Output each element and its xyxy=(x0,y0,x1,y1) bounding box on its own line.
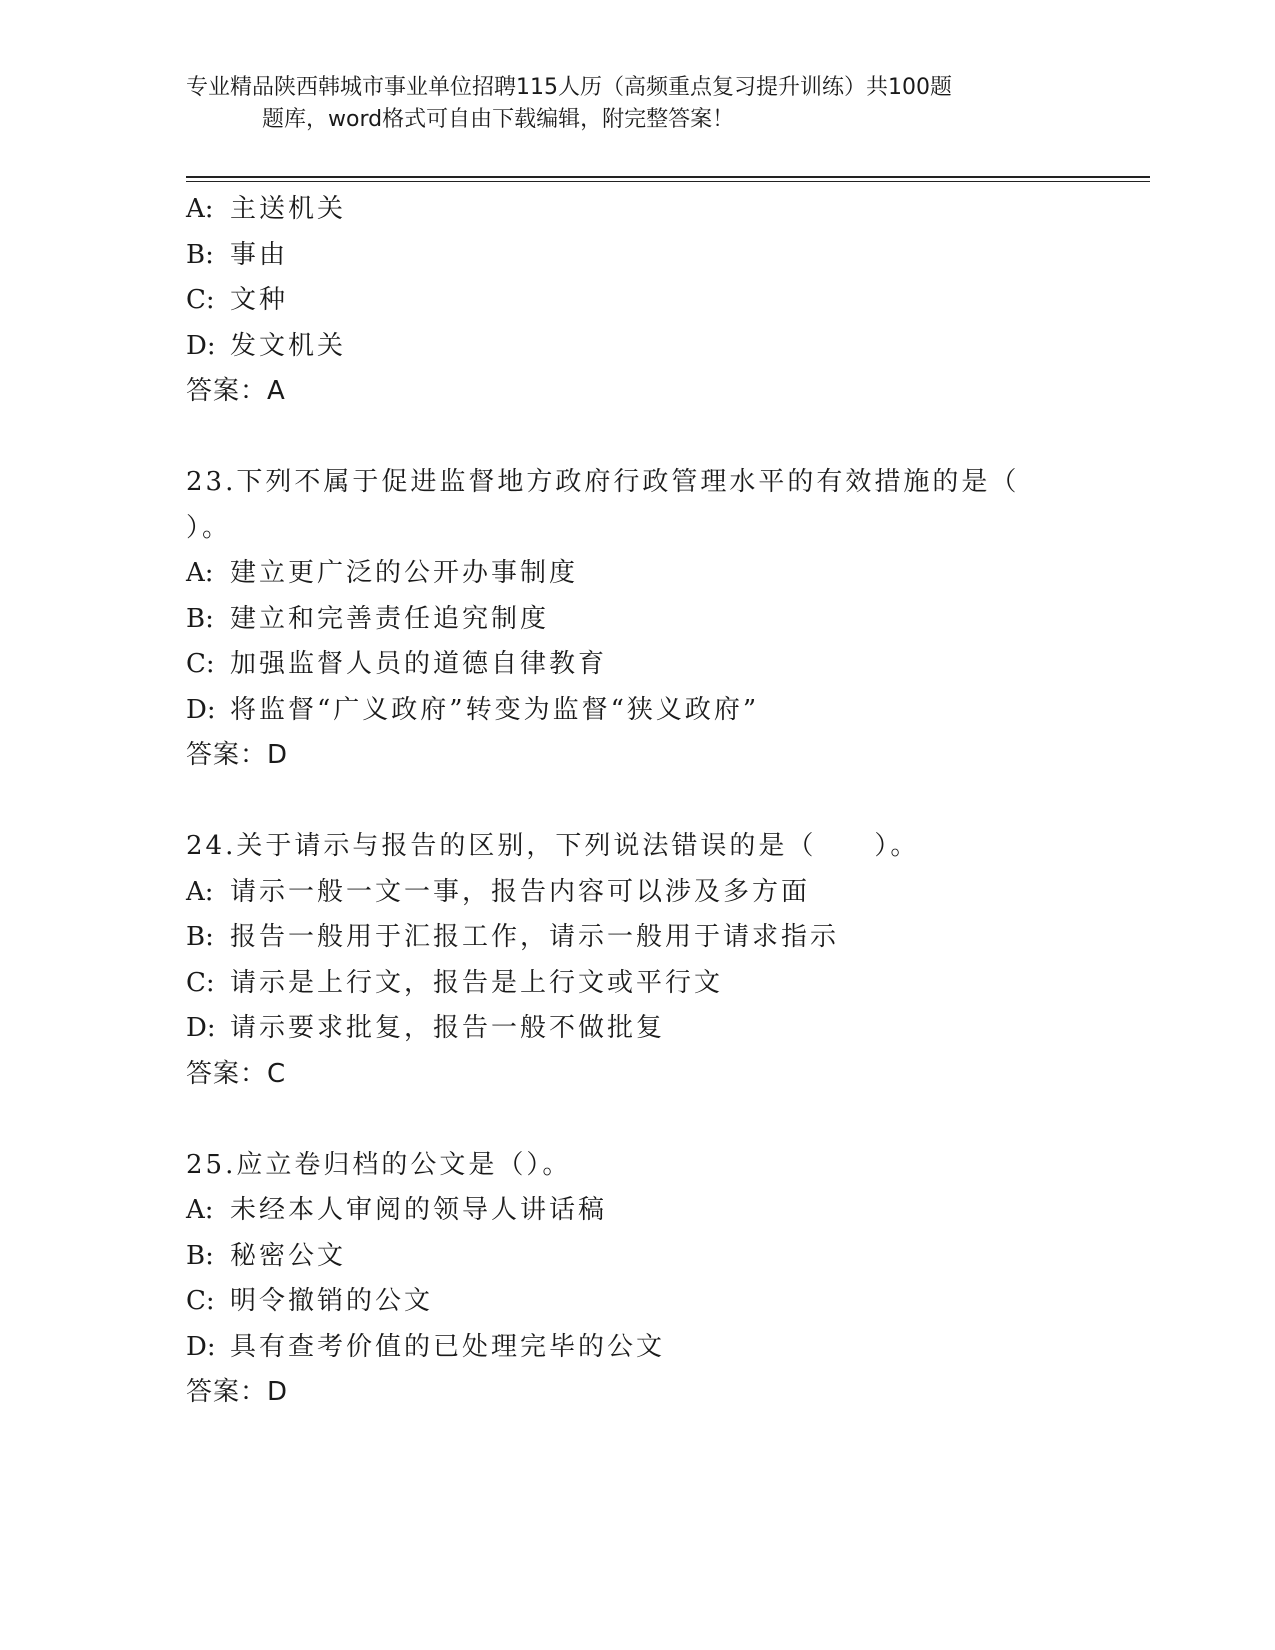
answer-line: 答案：A xyxy=(186,376,286,406)
header-title-line2: 题库，word格式可自由下载编辑，附完整答案！ xyxy=(262,107,735,132)
answer-line: 答案：C xyxy=(186,1058,287,1089)
option-text: 将监督“广义政府”转变为监督“狭义政府” xyxy=(230,694,760,725)
option-text: 发文机关 xyxy=(230,330,347,361)
option-b xyxy=(186,1234,1086,1280)
option-text: 未经本人审阅的领导人讲话稿 xyxy=(230,1195,608,1225)
question-25 xyxy=(186,1143,1086,1416)
option-text: 明令撤销的公文 xyxy=(230,1286,434,1316)
option-c xyxy=(186,278,1086,324)
answer-line: 答案：D xyxy=(186,740,289,770)
document-header xyxy=(186,72,1066,136)
option-a xyxy=(186,551,1086,597)
option-letter: D: xyxy=(186,694,216,725)
option-letter: D: xyxy=(186,1331,216,1362)
option-d xyxy=(186,324,1086,370)
option-letter: B: xyxy=(186,1240,214,1271)
option-letter: D: xyxy=(186,330,216,361)
option-text: 请示一般一文一事，报告内容可以涉及多方面 xyxy=(230,876,811,907)
option-text: 报告一般用于汇报工作，请示一般用于请求指示 xyxy=(230,922,840,952)
question-stem: 25.应立卷归档的公文是（）。 xyxy=(186,1149,572,1180)
option-letter: A: xyxy=(186,1195,214,1225)
option-text: 事由 xyxy=(230,239,289,270)
option-letter: A: xyxy=(186,876,214,907)
option-text: 具有查考价值的已处理完毕的公文 xyxy=(230,1331,666,1362)
option-text: 建立和完善责任追究制度 xyxy=(230,603,550,634)
option-letter: C: xyxy=(186,967,215,998)
question-22-continued xyxy=(186,187,1086,415)
question-stem: 23.下列不属于促进监督地方政府行政管理水平的有效措施的是（ xyxy=(186,467,1020,497)
question-content xyxy=(186,187,1086,1416)
answer-line: 答案：D xyxy=(186,1377,289,1407)
option-text: 秘密公文 xyxy=(230,1240,347,1271)
option-letter: C: xyxy=(186,1286,215,1316)
option-text: 请示要求批复，报告一般不做批复 xyxy=(230,1013,666,1043)
option-a xyxy=(186,870,1086,916)
option-letter: C: xyxy=(186,285,215,315)
option-b xyxy=(186,597,1086,643)
option-letter: A: xyxy=(186,194,214,224)
option-c xyxy=(186,961,1086,1007)
question-24 xyxy=(186,824,1086,1097)
option-letter: B: xyxy=(186,603,214,634)
option-letter: A: xyxy=(186,558,214,588)
header-divider xyxy=(186,176,1150,178)
option-b xyxy=(186,233,1086,279)
header-divider-thin xyxy=(186,181,1150,182)
question-stem: 24.关于请示与报告的区别，下列说法错误的是（ ）。 xyxy=(186,831,920,861)
option-b xyxy=(186,915,1086,961)
question-stem-continued: ）。 xyxy=(186,512,232,543)
option-text: 主送机关 xyxy=(230,194,347,224)
option-c xyxy=(186,642,1086,688)
option-d xyxy=(186,1325,1086,1371)
option-letter: D: xyxy=(186,1013,216,1043)
option-text: 文种 xyxy=(230,285,289,315)
option-a xyxy=(186,187,1086,233)
option-d xyxy=(186,688,1086,734)
option-d xyxy=(186,1006,1086,1052)
question-23 xyxy=(186,460,1086,779)
option-text: 加强监督人员的道德自律教育 xyxy=(230,649,608,679)
option-letter: B: xyxy=(186,922,214,952)
header-title-line1: 专业精品陕西韩城市事业单位招聘115人历（高频重点复习提升训练）共100题 xyxy=(186,75,952,100)
option-a xyxy=(186,1188,1086,1234)
option-letter: C: xyxy=(186,649,215,679)
option-letter: B: xyxy=(186,239,214,270)
option-text: 建立更广泛的公开办事制度 xyxy=(230,558,579,588)
option-text: 请示是上行文，报告是上行文或平行文 xyxy=(230,967,724,998)
option-c xyxy=(186,1279,1086,1325)
